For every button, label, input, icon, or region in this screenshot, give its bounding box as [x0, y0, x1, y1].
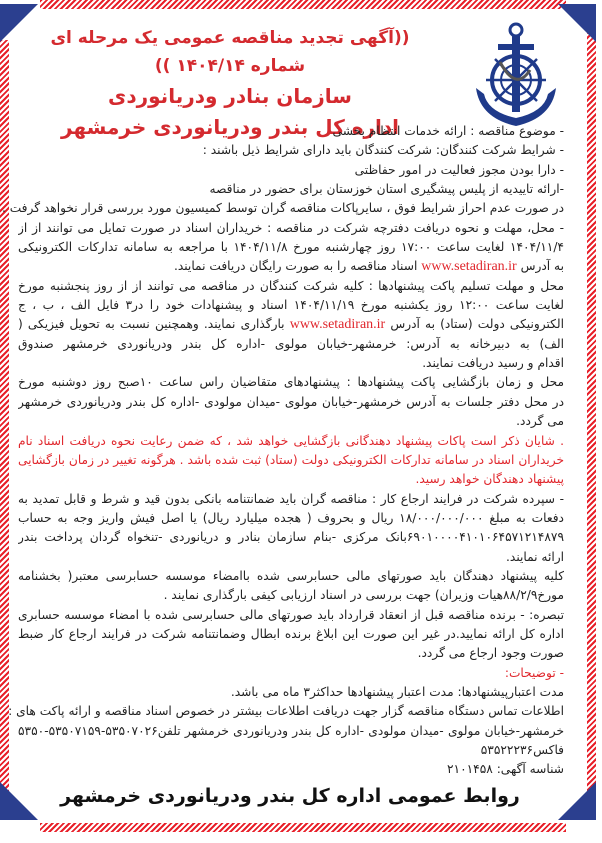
text-line [18, 586, 564, 605]
text-line [18, 644, 564, 663]
text-segment: - شرایط شرکت کنندگان: شرکت کنندگان باید دارای شرایط ذیل باشند : [202, 143, 564, 158]
corner-bottom-left [0, 782, 38, 820]
text-segment: می گردد. [516, 414, 564, 429]
text-line [18, 606, 564, 625]
ad-title: ((آگهی تجدید مناقصه عمومی یک مرحله ای شماره ۱۴۰۴/۱۴ )) [50, 28, 410, 76]
text-segment: لغایت ساعت ۱۲:۰۰ روز یکشنبه مورخ ۱۴۰۴/۱۱/۱۹ اسناد و پیشنهادات خود را در۳ فایل الف ، ب ، ج [18, 298, 564, 313]
text-line [18, 257, 564, 276]
text-line [18, 180, 564, 199]
text-segment: ۶۹۰۱۰۰۰۰۴۱۰۱۰۶۴۵۷۱۲۱۴۸۷۹بانک مرکزی -بنام سازمان بنادر و دریانوردی -تنخواه گردان پرداخت بندر [18, 530, 564, 545]
text-segment: اطلاعات تماس دستگاه مناقصه گزار جهت دریافت اطلاعات بیشتر در خصوص اسناد مناقصه و ارائه پاکت های : [8, 704, 564, 719]
text-line [18, 664, 564, 683]
text-segment: - محل، مهلت و نحوه دریافت دفترچه شرکت در مناقصه : خریداران اسناد در صورت تمایل می توانند از از [18, 220, 564, 235]
text-segment: فاکس۵۳۵۲۲۲۳۶ [480, 743, 564, 757]
text-segment: ۱۴۰۴/۱۱/۴ لغایت ساعت ۱۷:۰۰ روز چهارشنبه مورخ ۱۴۰۴/۱۱/۸ با مراجعه به سامانه تدارکات الکترونیکی [18, 240, 564, 255]
text-segment: - دارا بودن مجوز فعالیت در امور حفاظتی [354, 162, 564, 177]
ad-body [1, 122, 564, 780]
text-segment: شناسه آگهی: ۲۱۰۱۴۵۸ [447, 762, 564, 777]
text-segment: کلیه پیشنهاد دهندگان باید صورتهای مالی حسابرسی شده باامضاء موسسه حسابرسی معتبر( بخشنامه [18, 568, 564, 583]
text-segment: مدت اعتبارپیشنهادها: مدت اعتبار پیشنهادها حداکثر۳ ماه می باشد. [230, 684, 564, 699]
text-line [18, 161, 564, 180]
text-line [18, 567, 564, 586]
text-segment: پیشنهاد دهندگان خواهد رسید. [415, 472, 564, 487]
text-segment: الف) به دبیرخانه به آدرس: خرمشهر-خیابان مولوی -اداره کل بندر ودریانوردی خرمشهر صندوق [18, 336, 564, 351]
border-top [40, 0, 566, 9]
text-line [18, 548, 564, 567]
text-segment: در محل دفتر جلسات به آدرس خرمشهر-خیابان مولوی -میدان مولودی -اداره کل بندر ودریانوردی خرمشهر [18, 394, 564, 409]
website-link[interactable]: www.setadiran.ir [421, 259, 517, 275]
text-segment: . شایان ذکر است پاکات پیشنهاد دهندگانی بازگشایی خواهد شد ، که ضمن رعایت نحوه دریافت اسناد نام [18, 433, 564, 448]
text-segment: خریداران اسناد در سامانه تدارکات الکترونیکی دولت (ستاد) ثبت شده باشد . هرگونه تغییر در زمان بازگشایی [18, 452, 564, 467]
text-segment: صورت وجود ارجاع می گردد. [417, 646, 564, 661]
corner-bottom-right [558, 782, 596, 820]
text-line [18, 393, 564, 412]
text-line [18, 141, 564, 160]
text-line [18, 354, 564, 373]
text-segment: اقدام و رسید دریافت نمایند. [422, 356, 564, 371]
text-line [18, 451, 564, 470]
text-segment: اداره کل ارائه نمایید.در غیر این صورت این ابلاغ برنده ابطال وضمانتنامه شرکت در فرایند ارجاع کار ضبط [18, 626, 564, 641]
text-line [18, 722, 564, 741]
text-line [18, 760, 564, 779]
footer-signature: روابط عمومی اداره کل بندر ودریانوردی خرمشهر [60, 785, 520, 807]
text-line [18, 122, 564, 141]
border-right [587, 20, 596, 792]
border-bottom [40, 823, 566, 832]
text-line [18, 509, 564, 528]
text-line [18, 625, 564, 644]
text-segment: خرمشهر-خیابان مولوی -میدان مولودی -اداره کل بندر ودریانوردی خرمشهر تلفن۵۳۵۰۷۰۲۶-۵۳۵۰۷۱۵۹-۵۳۵۰ [18, 723, 564, 738]
text-segment: ارائه نمایند. [506, 549, 564, 564]
text-segment: دفعات به مبلغ ۱۸/۰۰۰/۰۰۰/۰۰۰ ریال و بحروف ( هجده میلیارد ریال) یا اصل فیش واریز وجه به حساب [18, 510, 564, 525]
text-segment: تبصره: - برنده مناقصه قبل از انعقاد قرارداد باید صورتهای مالی حسابرسی شده با امضاء موسسه حسابری [18, 607, 564, 622]
text-line [18, 315, 564, 334]
text-segment: اسناد مناقصه را به صورت رایگان دریافت نمایند. [173, 259, 422, 274]
text-line [1, 199, 564, 218]
department-name: اداره کل بندر ودریانوردی خرمشهر [61, 115, 399, 139]
text-segment: محل و مهلت تسلیم پاکت پیشنهادها : کلیه شرکت کنندگان در مناقصه می توانند از از روز پنجشنبه مورخ [18, 278, 564, 293]
text-segment: الکترونیکی دولت (ستاد) به آدرس [385, 317, 564, 332]
text-line [18, 412, 564, 431]
text-line [18, 470, 564, 489]
text-line [18, 335, 564, 354]
text-line [18, 219, 564, 238]
website-link[interactable]: www.setadiran.ir [289, 317, 386, 333]
text-line [18, 741, 564, 760]
anchor-wheel-logo-icon [470, 22, 558, 130]
border-left [0, 40, 9, 792]
text-segment: - توضیحات: [504, 665, 564, 680]
text-segment: - سپرده شرکت در فرایند ارجاع کار : مناقصه گران باید ضمانتنامه بانکی بدون قید و شرط و قابل تمدید به [18, 491, 564, 506]
organization-name: سازمان بنادر ودریانوردی [108, 84, 352, 108]
text-segment: به آدرس [516, 259, 564, 274]
text-segment: -ارائه تاییدیه از پلیس پیشگیری استان خوزستان برای حضور در مناقصه [209, 182, 564, 197]
text-line [18, 528, 564, 547]
text-segment: - موضوع مناقصه : ارائه خدمات انتظام بخشی [332, 124, 564, 138]
text-line [18, 277, 564, 296]
text-line [18, 432, 564, 451]
text-line [18, 683, 564, 702]
text-line [8, 702, 564, 721]
text-segment: بارگذاری نمایند. وهمچنین نسبت به تحویل فیزیکی ( [18, 317, 285, 332]
text-segment: محل و زمان بازگشایی پاکت پیشنهادها : پیشنهادهای متقاضیان راس ساعت ۱۰صبح روز دوشنبه مورخ [18, 375, 564, 390]
text-segment: مورخ۸۸/۲/۹هیات وزیران) جهت بررسی در اسناد ارزیابی کیفی بارگذاری نمایند . [163, 588, 564, 603]
text-line [18, 373, 564, 392]
text-segment: در صورت عدم احراز شرایط فوق ، سایرپاکات مناقصه گران توسط کمیسیون مورد بررسی قرار نخواهد گرفت . [1, 201, 564, 216]
text-line [18, 296, 564, 315]
text-line [18, 238, 564, 257]
text-line [18, 490, 564, 509]
